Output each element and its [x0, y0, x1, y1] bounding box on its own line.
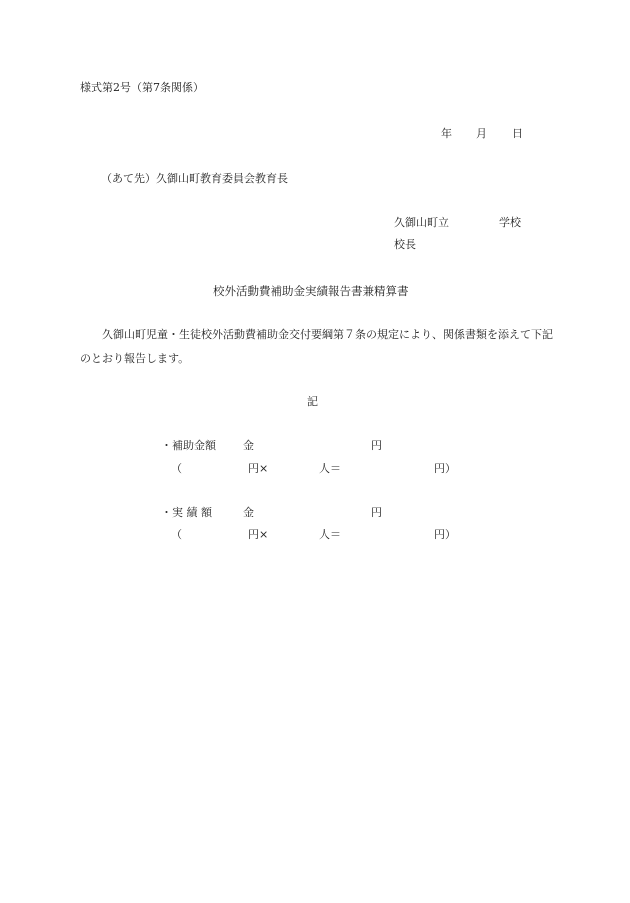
item-kin: 金 — [243, 439, 254, 452]
calc-person-eq: 人＝ — [319, 462, 341, 475]
body-sentence: 久御山町児童・生徒校外活動費補助金交付要綱第７条の規定により、関係書類を添えて下記のとおり報告します。 — [80, 328, 553, 365]
principal-label: 校長 — [394, 238, 416, 251]
calc-yen-close: 円） — [434, 462, 456, 475]
date-year: 年 — [441, 127, 452, 140]
item-yen: 円 — [371, 439, 382, 452]
school-suffix: 学校 — [499, 216, 521, 229]
item-kin: 金 — [243, 506, 254, 519]
calc-person-eq: 人＝ — [319, 528, 341, 541]
calc-yen-times: 円× — [248, 462, 269, 475]
calc-open: （ — [171, 462, 182, 475]
ki-label: 記 — [307, 395, 318, 408]
calc-yen-close: 円） — [434, 528, 456, 541]
item-yen: 円 — [371, 506, 382, 519]
calc-open: （ — [171, 528, 182, 541]
school-prefix: 久御山町立 — [394, 216, 449, 229]
addressee: （あて先）久御山町教育委員会教育長 — [101, 172, 288, 185]
item-label: ・補助金額 — [161, 439, 216, 452]
item-label: ・実 績 額 — [161, 506, 212, 519]
form-number: 様式第2号（第7条関係） — [80, 81, 204, 94]
calc-yen-times: 円× — [248, 528, 269, 541]
date-day: 日 — [512, 127, 523, 140]
date-month: 月 — [476, 127, 487, 140]
document-title: 校外活動費補助金実績報告書兼精算書 — [213, 284, 409, 298]
body-text — [80, 323, 560, 371]
